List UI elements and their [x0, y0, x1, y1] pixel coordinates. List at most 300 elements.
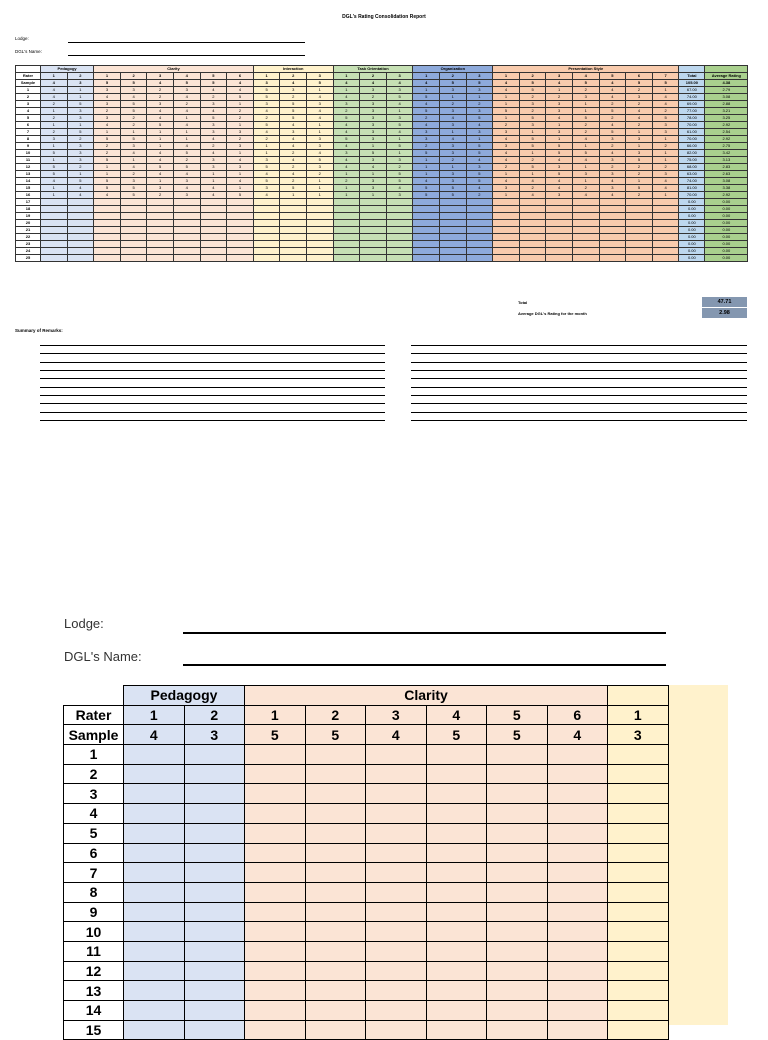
rating-cell[interactable]	[147, 220, 174, 227]
rating-cell[interactable]: 2	[67, 164, 94, 171]
rating-cell[interactable]: 1	[572, 178, 599, 185]
rating-cell[interactable]: 1	[67, 122, 94, 129]
rating-cell[interactable]	[493, 255, 520, 262]
rating-cell[interactable]: 4	[120, 94, 147, 101]
rating-cell[interactable]	[626, 220, 653, 227]
rating-cell[interactable]: 4	[227, 87, 254, 94]
rating-cell[interactable]: 5	[626, 157, 653, 164]
rating-cell[interactable]: 4	[253, 108, 280, 115]
rating-cell[interactable]: 1	[546, 136, 573, 143]
rating-cell[interactable]: 1	[41, 122, 68, 129]
zoom-rating-cell[interactable]	[366, 764, 427, 784]
remark-line[interactable]	[411, 412, 747, 413]
rating-cell[interactable]: 4	[333, 94, 360, 101]
rating-cell[interactable]: 4	[546, 185, 573, 192]
rating-cell[interactable]	[572, 220, 599, 227]
rating-cell[interactable]	[413, 248, 440, 255]
rating-cell[interactable]	[147, 248, 174, 255]
rating-cell[interactable]	[94, 227, 121, 234]
rating-cell[interactable]	[652, 199, 679, 206]
rating-cell[interactable]: 4	[41, 87, 68, 94]
rating-cell[interactable]: 4	[546, 115, 573, 122]
rating-cell[interactable]: 5	[120, 136, 147, 143]
zoom-rating-cell[interactable]	[184, 941, 245, 961]
rating-cell[interactable]	[652, 227, 679, 234]
rating-cell[interactable]: 5	[67, 178, 94, 185]
rating-cell[interactable]: 4	[147, 115, 174, 122]
zoom-rating-cell[interactable]	[547, 804, 608, 824]
rating-cell[interactable]: 3	[200, 101, 227, 108]
rating-cell[interactable]: 5	[572, 150, 599, 157]
rating-cell[interactable]: 5	[466, 115, 493, 122]
rating-cell[interactable]: 1	[333, 185, 360, 192]
zoom-rating-cell[interactable]	[245, 843, 306, 863]
zoom-rating-cell[interactable]	[124, 804, 185, 824]
rating-cell[interactable]: 3	[120, 178, 147, 185]
rating-cell[interactable]: 4	[253, 171, 280, 178]
rating-cell[interactable]: 3	[599, 157, 626, 164]
dgl-name-field[interactable]	[68, 55, 305, 56]
rating-cell[interactable]	[173, 248, 200, 255]
rating-cell[interactable]	[147, 241, 174, 248]
zoom-rating-cell[interactable]	[426, 863, 487, 883]
rating-cell[interactable]	[360, 227, 387, 234]
rating-cell[interactable]: 3	[386, 87, 413, 94]
zoom-rating-cell[interactable]	[245, 882, 306, 902]
zoom-rating-cell[interactable]	[366, 804, 427, 824]
rating-cell[interactable]	[147, 199, 174, 206]
rating-cell[interactable]: 2	[120, 115, 147, 122]
rating-cell[interactable]: 3	[626, 150, 653, 157]
rating-cell[interactable]: 4	[306, 94, 333, 101]
zoom-rating-cell[interactable]	[305, 804, 366, 824]
rating-cell[interactable]: 3	[546, 129, 573, 136]
rating-cell[interactable]	[147, 255, 174, 262]
rating-cell[interactable]: 5	[466, 150, 493, 157]
rating-cell[interactable]: 2	[41, 101, 68, 108]
zoom-rating-cell[interactable]	[366, 981, 427, 1001]
zoom-rating-cell[interactable]	[245, 922, 306, 942]
rating-cell[interactable]: 4	[120, 164, 147, 171]
rating-cell[interactable]	[94, 199, 121, 206]
zoom-rating-cell[interactable]	[487, 784, 548, 804]
rating-cell[interactable]: 4	[333, 143, 360, 150]
rating-cell[interactable]: 4	[333, 164, 360, 171]
rating-cell[interactable]	[253, 255, 280, 262]
rating-cell[interactable]	[493, 227, 520, 234]
rating-cell[interactable]: 4	[147, 150, 174, 157]
zoom-rating-cell[interactable]	[487, 961, 548, 981]
rating-cell[interactable]: 4	[94, 94, 121, 101]
zoom-rating-cell[interactable]	[184, 882, 245, 902]
rating-cell[interactable]	[572, 213, 599, 220]
rating-cell[interactable]: 1	[572, 143, 599, 150]
rating-cell[interactable]: 2	[120, 171, 147, 178]
remark-line[interactable]	[411, 353, 747, 354]
rating-cell[interactable]	[466, 248, 493, 255]
rating-cell[interactable]: 4	[413, 178, 440, 185]
rating-cell[interactable]: 5	[280, 115, 307, 122]
rating-cell[interactable]: 3	[67, 115, 94, 122]
rating-cell[interactable]: 4	[386, 129, 413, 136]
rating-cell[interactable]: 4	[200, 108, 227, 115]
zoom-rating-cell[interactable]	[366, 745, 427, 765]
zoom-rating-cell[interactable]	[124, 1001, 185, 1021]
rating-cell[interactable]: 4	[599, 150, 626, 157]
rating-cell[interactable]: 5	[67, 101, 94, 108]
rating-cell[interactable]: 4	[227, 157, 254, 164]
zoom-rating-cell[interactable]	[426, 1020, 487, 1040]
zoom-rating-cell[interactable]	[124, 902, 185, 922]
rating-cell[interactable]	[333, 220, 360, 227]
rating-cell[interactable]: 3	[466, 164, 493, 171]
rating-cell[interactable]: 2	[120, 122, 147, 129]
rating-cell[interactable]	[280, 220, 307, 227]
zoom-rating-cell[interactable]	[184, 1001, 245, 1021]
zoom-rating-cell[interactable]	[366, 941, 427, 961]
rating-cell[interactable]: 3	[280, 129, 307, 136]
zoom-lodge-field[interactable]	[183, 632, 666, 634]
rating-cell[interactable]: 5	[599, 108, 626, 115]
rating-cell[interactable]	[493, 248, 520, 255]
zoom-rating-cell[interactable]	[184, 961, 245, 981]
rating-cell[interactable]	[306, 199, 333, 206]
rating-cell[interactable]: 5	[67, 129, 94, 136]
rating-cell[interactable]: 3	[493, 129, 520, 136]
rating-cell[interactable]	[652, 241, 679, 248]
rating-cell[interactable]: 3	[360, 87, 387, 94]
rating-cell[interactable]: 1	[94, 164, 121, 171]
rating-cell[interactable]: 1	[41, 157, 68, 164]
rating-cell[interactable]: 3	[519, 101, 546, 108]
rating-cell[interactable]: 1	[493, 192, 520, 199]
zoom-rating-cell[interactable]	[305, 902, 366, 922]
rating-cell[interactable]: 2	[599, 115, 626, 122]
rating-cell[interactable]	[599, 227, 626, 234]
rating-cell[interactable]: 4	[280, 157, 307, 164]
zoom-rating-cell[interactable]	[245, 1020, 306, 1040]
rating-cell[interactable]: 5	[386, 143, 413, 150]
rating-cell[interactable]: 4	[306, 115, 333, 122]
rating-cell[interactable]	[227, 248, 254, 255]
remark-line[interactable]	[40, 362, 385, 363]
zoom-rating-cell[interactable]	[487, 804, 548, 824]
rating-cell[interactable]	[572, 199, 599, 206]
rating-cell[interactable]	[413, 220, 440, 227]
rating-cell[interactable]	[94, 248, 121, 255]
rating-cell[interactable]	[147, 213, 174, 220]
rating-cell[interactable]: 5	[413, 192, 440, 199]
rating-cell[interactable]	[227, 220, 254, 227]
zoom-rating-cell[interactable]	[305, 941, 366, 961]
zoom-rating-cell[interactable]	[487, 863, 548, 883]
rating-cell[interactable]: 4	[280, 171, 307, 178]
rating-cell[interactable]: 1	[519, 129, 546, 136]
rating-cell[interactable]: 4	[413, 122, 440, 129]
rating-cell[interactable]	[440, 248, 467, 255]
rating-cell[interactable]: 3	[386, 115, 413, 122]
zoom-rating-cell[interactable]	[608, 823, 669, 843]
rating-cell[interactable]: 3	[173, 87, 200, 94]
zoom-rating-cell[interactable]	[487, 823, 548, 843]
zoom-rating-cell[interactable]	[366, 961, 427, 981]
rating-cell[interactable]: 5	[253, 178, 280, 185]
rating-cell[interactable]	[173, 220, 200, 227]
rating-cell[interactable]	[67, 220, 94, 227]
rating-cell[interactable]	[306, 227, 333, 234]
rating-cell[interactable]: 5	[253, 164, 280, 171]
rating-cell[interactable]: 2	[360, 94, 387, 101]
rating-cell[interactable]: 1	[227, 171, 254, 178]
rating-cell[interactable]: 4	[173, 171, 200, 178]
rating-cell[interactable]: 3	[200, 157, 227, 164]
zoom-rating-cell[interactable]	[184, 823, 245, 843]
remark-line[interactable]	[411, 395, 747, 396]
zoom-rating-cell[interactable]	[124, 882, 185, 902]
rating-cell[interactable]: 1	[306, 192, 333, 199]
rating-cell[interactable]: 1	[227, 150, 254, 157]
rating-cell[interactable]	[173, 255, 200, 262]
rating-cell[interactable]: 1	[466, 94, 493, 101]
rating-cell[interactable]	[120, 248, 147, 255]
rating-cell[interactable]: 1	[120, 157, 147, 164]
rating-cell[interactable]: 3	[599, 136, 626, 143]
rating-cell[interactable]: 4	[572, 136, 599, 143]
rating-cell[interactable]: 1	[652, 192, 679, 199]
zoom-rating-cell[interactable]	[426, 1001, 487, 1021]
remark-line[interactable]	[411, 387, 747, 388]
rating-cell[interactable]: 2	[413, 115, 440, 122]
zoom-rating-cell[interactable]	[305, 961, 366, 981]
rating-cell[interactable]: 1	[306, 122, 333, 129]
zoom-rating-cell[interactable]	[487, 902, 548, 922]
rating-cell[interactable]: 2	[41, 115, 68, 122]
zoom-rating-cell[interactable]	[547, 922, 608, 942]
rating-cell[interactable]: 1	[41, 192, 68, 199]
rating-cell[interactable]	[626, 255, 653, 262]
rating-cell[interactable]: 4	[386, 101, 413, 108]
zoom-rating-cell[interactable]	[124, 863, 185, 883]
zoom-rating-cell[interactable]	[184, 745, 245, 765]
rating-cell[interactable]: 3	[572, 171, 599, 178]
rating-cell[interactable]: 2	[227, 136, 254, 143]
rating-cell[interactable]	[120, 206, 147, 213]
rating-cell[interactable]: 2	[280, 150, 307, 157]
rating-cell[interactable]: 4	[466, 157, 493, 164]
zoom-rating-cell[interactable]	[487, 882, 548, 902]
rating-cell[interactable]	[41, 213, 68, 220]
rating-cell[interactable]	[440, 234, 467, 241]
remark-line[interactable]	[411, 403, 747, 404]
rating-cell[interactable]: 4	[652, 94, 679, 101]
rating-cell[interactable]: 4	[652, 101, 679, 108]
rating-cell[interactable]: 2	[41, 129, 68, 136]
rating-cell[interactable]: 5	[253, 87, 280, 94]
rating-cell[interactable]: 3	[67, 143, 94, 150]
zoom-rating-cell[interactable]	[547, 1020, 608, 1040]
zoom-rating-cell[interactable]	[245, 902, 306, 922]
rating-cell[interactable]	[67, 199, 94, 206]
rating-cell[interactable]	[41, 206, 68, 213]
zoom-rating-cell[interactable]	[608, 863, 669, 883]
rating-cell[interactable]: 2	[147, 87, 174, 94]
rating-cell[interactable]: 3	[306, 101, 333, 108]
rating-cell[interactable]: 3	[120, 143, 147, 150]
rating-cell[interactable]: 3	[440, 150, 467, 157]
rating-cell[interactable]: 5	[519, 87, 546, 94]
rating-cell[interactable]: 1	[519, 150, 546, 157]
rating-cell[interactable]	[652, 206, 679, 213]
rating-cell[interactable]	[546, 227, 573, 234]
rating-cell[interactable]: 3	[67, 108, 94, 115]
rating-cell[interactable]: 2	[147, 94, 174, 101]
rating-cell[interactable]: 5	[413, 185, 440, 192]
rating-cell[interactable]: 3	[253, 157, 280, 164]
rating-cell[interactable]: 4	[200, 136, 227, 143]
rating-cell[interactable]: 4	[493, 87, 520, 94]
zoom-rating-cell[interactable]	[245, 941, 306, 961]
rating-cell[interactable]: 5	[546, 150, 573, 157]
zoom-rating-cell[interactable]	[184, 804, 245, 824]
rating-cell[interactable]: 3	[306, 136, 333, 143]
rating-cell[interactable]: 4	[546, 157, 573, 164]
rating-cell[interactable]	[120, 255, 147, 262]
zoom-rating-cell[interactable]	[305, 843, 366, 863]
zoom-rating-cell[interactable]	[124, 745, 185, 765]
rating-cell[interactable]: 3	[147, 101, 174, 108]
rating-cell[interactable]: 3	[333, 101, 360, 108]
rating-cell[interactable]: 1	[227, 101, 254, 108]
rating-cell[interactable]: 3	[120, 87, 147, 94]
rating-cell[interactable]	[386, 220, 413, 227]
rating-cell[interactable]	[572, 227, 599, 234]
rating-cell[interactable]	[546, 220, 573, 227]
zoom-rating-cell[interactable]	[547, 863, 608, 883]
rating-cell[interactable]: 1	[386, 150, 413, 157]
rating-cell[interactable]: 1	[440, 164, 467, 171]
rating-cell[interactable]	[280, 206, 307, 213]
rating-cell[interactable]: 2	[67, 136, 94, 143]
rating-cell[interactable]: 2	[519, 108, 546, 115]
rating-cell[interactable]	[519, 213, 546, 220]
rating-cell[interactable]: 1	[94, 129, 121, 136]
rating-cell[interactable]: 3	[652, 129, 679, 136]
rating-cell[interactable]: 5	[386, 171, 413, 178]
rating-cell[interactable]	[599, 241, 626, 248]
rating-cell[interactable]	[413, 255, 440, 262]
zoom-rating-cell[interactable]	[305, 784, 366, 804]
rating-cell[interactable]: 1	[94, 171, 121, 178]
rating-cell[interactable]: 5	[413, 108, 440, 115]
rating-cell[interactable]: 1	[546, 87, 573, 94]
zoom-rating-cell[interactable]	[608, 843, 669, 863]
rating-cell[interactable]: 3	[200, 164, 227, 171]
rating-cell[interactable]	[41, 248, 68, 255]
rating-cell[interactable]	[440, 199, 467, 206]
rating-cell[interactable]: 3	[546, 164, 573, 171]
rating-cell[interactable]: 3	[360, 115, 387, 122]
rating-cell[interactable]	[253, 206, 280, 213]
rating-cell[interactable]: 1	[147, 129, 174, 136]
rating-cell[interactable]: 3	[67, 150, 94, 157]
zoom-rating-cell[interactable]	[547, 902, 608, 922]
rating-cell[interactable]: 2	[626, 122, 653, 129]
rating-cell[interactable]	[599, 206, 626, 213]
rating-cell[interactable]	[227, 241, 254, 248]
rating-cell[interactable]	[200, 234, 227, 241]
rating-cell[interactable]	[200, 248, 227, 255]
rating-cell[interactable]	[200, 220, 227, 227]
rating-cell[interactable]	[173, 227, 200, 234]
rating-cell[interactable]: 2	[94, 143, 121, 150]
rating-cell[interactable]: 1	[386, 108, 413, 115]
rating-cell[interactable]	[333, 241, 360, 248]
rating-cell[interactable]: 5	[599, 129, 626, 136]
zoom-rating-cell[interactable]	[366, 1001, 427, 1021]
rating-cell[interactable]	[333, 206, 360, 213]
rating-cell[interactable]	[360, 248, 387, 255]
rating-cell[interactable]: 3	[200, 129, 227, 136]
rating-cell[interactable]: 4	[333, 129, 360, 136]
rating-cell[interactable]	[173, 241, 200, 248]
rating-cell[interactable]: 3	[626, 136, 653, 143]
zoom-rating-cell[interactable]	[184, 902, 245, 922]
rating-cell[interactable]	[386, 206, 413, 213]
rating-cell[interactable]: 2	[599, 164, 626, 171]
remark-line[interactable]	[40, 403, 385, 404]
rating-cell[interactable]: 3	[227, 164, 254, 171]
rating-cell[interactable]	[120, 234, 147, 241]
rating-cell[interactable]: 5	[253, 94, 280, 101]
zoom-rating-cell[interactable]	[608, 981, 669, 1001]
rating-cell[interactable]: 2	[652, 108, 679, 115]
rating-cell[interactable]: 1	[572, 108, 599, 115]
rating-cell[interactable]: 2	[572, 129, 599, 136]
rating-cell[interactable]: 4	[173, 185, 200, 192]
rating-cell[interactable]	[253, 241, 280, 248]
zoom-rating-cell[interactable]	[487, 981, 548, 1001]
rating-cell[interactable]	[466, 255, 493, 262]
rating-cell[interactable]: 1	[493, 171, 520, 178]
remark-line[interactable]	[40, 387, 385, 388]
zoom-rating-cell[interactable]	[184, 863, 245, 883]
rating-cell[interactable]	[413, 206, 440, 213]
rating-cell[interactable]: 5	[253, 122, 280, 129]
rating-cell[interactable]: 4	[147, 171, 174, 178]
zoom-rating-cell[interactable]	[305, 745, 366, 765]
rating-cell[interactable]	[626, 227, 653, 234]
rating-cell[interactable]: 3	[546, 192, 573, 199]
zoom-rating-cell[interactable]	[124, 823, 185, 843]
rating-cell[interactable]: 1	[652, 87, 679, 94]
rating-cell[interactable]: 2	[94, 150, 121, 157]
zoom-rating-cell[interactable]	[124, 941, 185, 961]
rating-cell[interactable]	[546, 199, 573, 206]
rating-cell[interactable]	[227, 227, 254, 234]
rating-cell[interactable]: 3	[519, 122, 546, 129]
rating-cell[interactable]: 5	[173, 150, 200, 157]
rating-cell[interactable]	[519, 220, 546, 227]
rating-cell[interactable]: 5	[386, 178, 413, 185]
zoom-rating-cell[interactable]	[547, 784, 608, 804]
rating-cell[interactable]	[120, 241, 147, 248]
remark-line[interactable]	[411, 370, 747, 371]
rating-cell[interactable]: 2	[466, 192, 493, 199]
rating-cell[interactable]: 3	[67, 157, 94, 164]
rating-cell[interactable]: 4	[572, 157, 599, 164]
zoom-rating-cell[interactable]	[547, 1001, 608, 1021]
rating-cell[interactable]: 2	[306, 171, 333, 178]
